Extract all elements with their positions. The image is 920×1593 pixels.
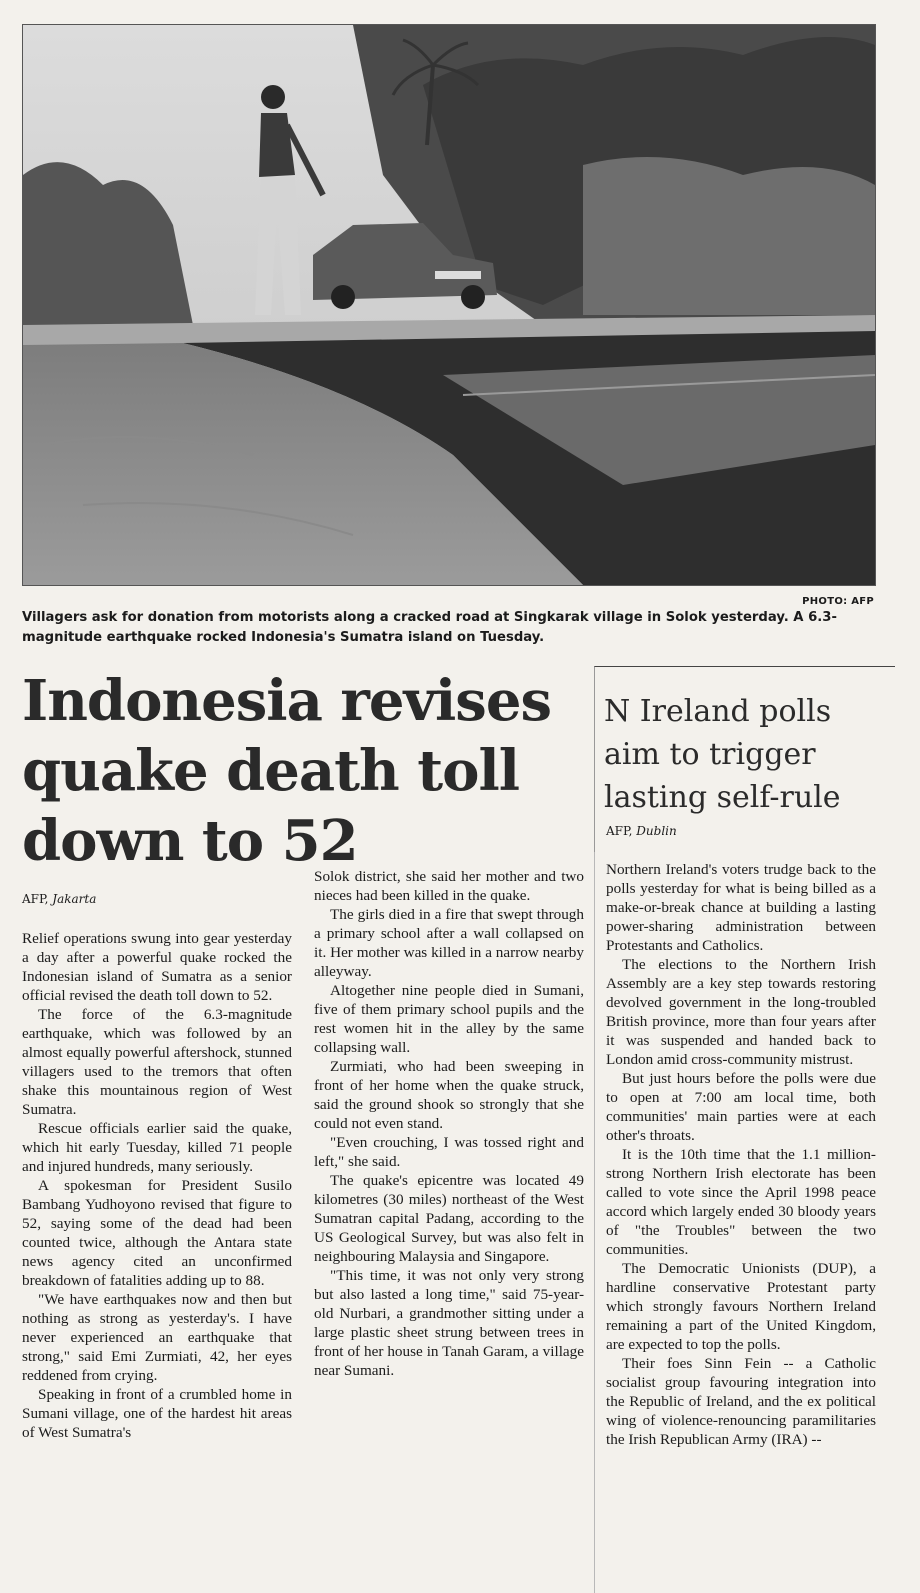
main-story-column-1 <box>22 929 292 1442</box>
photo-caption: Villagers ask for donation from motorists along a cracked road at Singkarak village in Solok yesterday. A 6.3-magnitude earthquake rocked Indonesia's Sumatra island on Tuesday. <box>22 610 837 645</box>
side-story-column <box>606 860 876 1449</box>
paragraph: Speaking in front of a crumbled home in Sumani village, one of the hardest hit areas of West Sumatra's <box>22 1386 292 1441</box>
paragraph: Rescue officials earlier said the quake, which hit early Tuesday, killed 71 people and injured hundreds, many seriously. <box>22 1120 292 1175</box>
paragraph: Solok district, she said her mother and two nieces had been killed in the quake. <box>314 868 584 904</box>
byline-place: Jakarta <box>52 892 97 906</box>
paragraph: A spokesman for President Susilo Bambang Yudhoyono revised that figure to 52, saying some of the dead had been counted twice, although the Antara state news agency cited an unconfirmed breakdown of fatalities adding up to 88. <box>22 1177 292 1289</box>
byline-place: Dublin <box>636 824 677 838</box>
paragraph: "We have earthquakes now and then but nothing as strong as yesterday's. I have never experienced an earthquake that strong," said Emi Zurmiati, 42, her eyes reddened from crying. <box>22 1291 292 1384</box>
paragraph: Zurmiati, who had been sweeping in front of her home when the quake struck, said the ground shook so strongly that she could not even stand. <box>314 1058 584 1132</box>
main-story-column-2 <box>314 867 584 1380</box>
paragraph: Northern Ireland's voters trudge back to the polls yesterday for what is being billed as a make-or-break chance at building a lasting power-sharing administration between Protestants and Catholics. <box>606 861 876 954</box>
side-headline: N Ireland polls aim to trigger lasting self-rule <box>604 694 841 815</box>
paragraph: The quake's epicentre was located 49 kilometres (30 miles) northeast of the West Sumatran capital Padang, according to the US Geological Survey, but was also felt in neighbouring Malaysia and Singapore. <box>314 1172 584 1265</box>
photo-credit: PHOTO: AFP <box>802 596 874 607</box>
paragraph: "Even crouching, I was tossed right and left," she said. <box>314 1134 584 1170</box>
main-byline <box>22 892 96 906</box>
paragraph: Altogether nine people died in Sumani, five of them primary school pupils and the rest women hit in the alley by the same collapsing wall. <box>314 982 584 1056</box>
side-byline <box>606 824 677 838</box>
main-headline: Indonesia revises quake death toll down to 52 <box>22 668 551 874</box>
paragraph: But just hours before the polls were due to open at 7:00 am local time, both communities' main parties were at each other's throats. <box>606 1070 876 1144</box>
earthquake-road-photo <box>23 25 875 585</box>
paragraph: The Democratic Unionists (DUP), a hardline conservative Protestant party which strongly favours Northern Ireland remaining a part of the United Kingdom, are expected to top the polls. <box>606 1260 876 1353</box>
paragraph: The force of the 6.3-magnitude earthquake, which was followed by an almost equally powerful aftershock, stunned villagers used to the tremors that often shake this mountainous region of West Sumatra. <box>22 1006 292 1118</box>
byline-agency: AFP, <box>22 892 49 906</box>
paragraph: "This time, it was not only very strong but also lasted a long time," said 75-year-old Nurbari, a grandmother sitting under a large plastic sheet strung between trees in front of her house in Tanah Garam, a village near Sumani. <box>314 1267 584 1379</box>
byline-agency: AFP, <box>606 824 633 838</box>
paragraph: Their foes Sinn Fein -- a Catholic socialist group favouring integration into the Republic of Ireland, and the ex political wing of violence-renouncing paramilitaries the Irish Republican Army (IRA) -- <box>606 1355 876 1448</box>
paragraph: The elections to the Northern Irish Assembly are a key step towards restoring devolved government in the long-troubled British province, more than four years after it was suspended and handed back to London amid cross-community mistrust. <box>606 956 876 1068</box>
paragraph: The girls died in a fire that swept through a primary school after a wall collapsed on it. Her mother was killed in a narrow nearby alleyway. <box>314 906 584 980</box>
paragraph: It is the 10th time that the 1.1 million-strong Northern Irish electorate has been called to vote since the April 1998 peace accord which largely ended 30 bloody years of "the Troubles" between the two communities. <box>606 1146 876 1258</box>
news-photo <box>22 24 876 586</box>
paragraph: Relief operations swung into gear yesterday a day after a powerful quake rocked the Indonesian island of Sumatra as a senior official revised the death toll down to 52. <box>22 930 292 1004</box>
column-divider <box>594 852 595 1593</box>
